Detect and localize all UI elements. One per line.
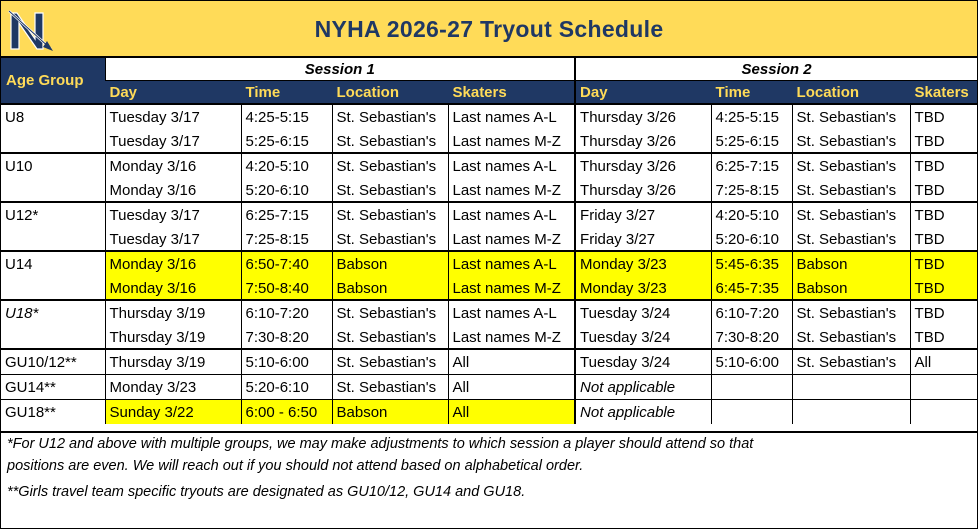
day-cell: Tuesday 3/17 [105, 104, 241, 130]
age-group-cell [1, 326, 105, 349]
time-cell: 4:25-5:15 [711, 104, 792, 130]
col-header-day: Day [575, 81, 711, 105]
location-cell: St. Sebastian's [792, 228, 910, 251]
day-cell: Tuesday 3/24 [575, 326, 711, 349]
footnote: *For U12 and above with multiple groups, we may make adjustments to which session a player should attend so that [7, 436, 754, 452]
day-cell: Friday 3/27 [575, 202, 711, 228]
footnotes [1, 431, 977, 530]
day-cell: Friday 3/27 [575, 228, 711, 251]
day-cell: Monday 3/16 [105, 179, 241, 202]
location-cell: St. Sebastian's [792, 326, 910, 349]
skaters-cell: All [910, 349, 977, 375]
skaters-cell: All [448, 400, 575, 425]
age-group-cell: U12* [1, 202, 105, 228]
location-cell: St. Sebastian's [332, 179, 448, 202]
day-cell: Thursday 3/26 [575, 179, 711, 202]
time-cell: 5:20-6:10 [711, 228, 792, 251]
location-cell: Babson [792, 277, 910, 300]
footnote: positions are even. We will reach out if you should not attend based on alphabetical order. [7, 458, 584, 474]
location-cell: St. Sebastian's [792, 153, 910, 179]
day-cell: Thursday 3/26 [575, 104, 711, 130]
skaters-cell: Last names M-Z [448, 326, 575, 349]
location-cell: St. Sebastian's [792, 349, 910, 375]
time-cell: 5:20-6:10 [241, 179, 332, 202]
day-cell: Thursday 3/26 [575, 153, 711, 179]
session-2-header: Session 2 [575, 58, 977, 81]
time-cell: 5:20-6:10 [241, 375, 332, 400]
location-cell: St. Sebastian's [792, 202, 910, 228]
table-row [1, 130, 977, 153]
skaters-cell: All [448, 349, 575, 375]
skaters-cell: Last names A-L [448, 251, 575, 277]
time-cell: 6:10-7:20 [241, 300, 332, 326]
age-group-cell [1, 228, 105, 251]
page-title: NYHA 2026-27 Tryout Schedule [314, 16, 664, 42]
day-cell: Thursday 3/19 [105, 300, 241, 326]
day-cell: Not applicable [575, 375, 711, 400]
location-cell: St. Sebastian's [792, 179, 910, 202]
day-cell: Tuesday 3/17 [105, 202, 241, 228]
time-cell: 6:25-7:15 [241, 202, 332, 228]
table-row [1, 251, 977, 277]
age-group-cell [1, 179, 105, 202]
age-group-cell: GU10/12** [1, 349, 105, 375]
location-cell: Babson [332, 400, 448, 425]
table-row [1, 400, 977, 425]
skaters-cell: TBD [910, 251, 977, 277]
location-cell: St. Sebastian's [792, 130, 910, 153]
table-row [1, 228, 977, 251]
skaters-cell: Last names M-Z [448, 179, 575, 202]
day-cell: Thursday 3/26 [575, 130, 711, 153]
location-cell: St. Sebastian's [792, 104, 910, 130]
skaters-cell: Last names A-L [448, 202, 575, 228]
time-cell: 4:25-5:15 [241, 104, 332, 130]
table-row [1, 153, 977, 179]
location-cell [792, 375, 910, 400]
day-cell: Thursday 3/19 [105, 326, 241, 349]
time-cell: 6:25-7:15 [711, 153, 792, 179]
age-group-cell: U14 [1, 251, 105, 277]
time-cell: 5:25-6:15 [711, 130, 792, 153]
session-1-header: Session 1 [105, 58, 575, 81]
day-cell: Tuesday 3/17 [105, 130, 241, 153]
skaters-cell: TBD [910, 326, 977, 349]
age-group-cell: GU18** [1, 400, 105, 425]
skaters-cell: Last names M-Z [448, 228, 575, 251]
skaters-cell: TBD [910, 104, 977, 130]
table-row [1, 202, 977, 228]
location-cell: St. Sebastian's [332, 349, 448, 375]
col-header-day: Day [105, 81, 241, 105]
col-header-time: Time [711, 81, 792, 105]
day-cell: Not applicable [575, 400, 711, 425]
session-header-row [1, 58, 977, 81]
age-group-cell: U10 [1, 153, 105, 179]
column-header-row [1, 81, 977, 105]
skaters-cell: TBD [910, 130, 977, 153]
day-cell: Monday 3/23 [575, 277, 711, 300]
day-cell: Monday 3/23 [105, 375, 241, 400]
time-cell: 4:20-5:10 [711, 202, 792, 228]
day-cell: Sunday 3/22 [105, 400, 241, 425]
time-cell: 6:50-7:40 [241, 251, 332, 277]
col-header-location: Location [792, 81, 910, 105]
time-cell: 6:10-7:20 [711, 300, 792, 326]
time-cell: 5:10-6:00 [711, 349, 792, 375]
schedule-table [1, 58, 977, 424]
age-group-cell [1, 277, 105, 300]
col-header-skaters: Skaters [910, 81, 977, 105]
time-cell: 4:20-5:10 [241, 153, 332, 179]
time-cell: 6:45-7:35 [711, 277, 792, 300]
footnote: **Girls travel team specific tryouts are designated as GU10/12, GU14 and GU18. [7, 484, 526, 500]
time-cell: 7:25-8:15 [711, 179, 792, 202]
table-row [1, 277, 977, 300]
time-cell [711, 375, 792, 400]
day-cell: Monday 3/16 [105, 153, 241, 179]
location-cell: St. Sebastian's [792, 300, 910, 326]
skaters-cell: TBD [910, 179, 977, 202]
title-bar [1, 1, 977, 58]
skaters-cell: Last names A-L [448, 153, 575, 179]
age-group-cell: GU14** [1, 375, 105, 400]
day-cell: Monday 3/16 [105, 277, 241, 300]
time-cell: 7:25-8:15 [241, 228, 332, 251]
skaters-cell: Last names M-Z [448, 277, 575, 300]
skaters-cell [910, 375, 977, 400]
time-cell: 6:00 - 6:50 [241, 400, 332, 425]
table-row [1, 326, 977, 349]
time-cell: 5:45-6:35 [711, 251, 792, 277]
time-cell: 7:50-8:40 [241, 277, 332, 300]
location-cell: St. Sebastian's [332, 375, 448, 400]
location-cell: Babson [792, 251, 910, 277]
skaters-cell: Last names A-L [448, 104, 575, 130]
skaters-cell: TBD [910, 153, 977, 179]
table-row [1, 104, 977, 130]
day-cell: Monday 3/16 [105, 251, 241, 277]
time-cell: 7:30-8:20 [711, 326, 792, 349]
col-header-location: Location [332, 81, 448, 105]
skaters-cell: TBD [910, 228, 977, 251]
location-cell: St. Sebastian's [332, 153, 448, 179]
location-cell: St. Sebastian's [332, 202, 448, 228]
table-row [1, 349, 977, 375]
table-row [1, 300, 977, 326]
location-cell: St. Sebastian's [332, 104, 448, 130]
table-row [1, 179, 977, 202]
time-cell [711, 400, 792, 425]
col-header-time: Time [241, 81, 332, 105]
age-group-header: Age Group [1, 58, 105, 104]
skaters-cell: TBD [910, 202, 977, 228]
day-cell: Tuesday 3/17 [105, 228, 241, 251]
skaters-cell: All [448, 375, 575, 400]
col-header-skaters: Skaters [448, 81, 575, 105]
location-cell: St. Sebastian's [332, 300, 448, 326]
age-group-cell: U18* [1, 300, 105, 326]
location-cell: Babson [332, 277, 448, 300]
day-cell: Monday 3/23 [575, 251, 711, 277]
skaters-cell: Last names A-L [448, 300, 575, 326]
day-cell: Tuesday 3/24 [575, 349, 711, 375]
time-cell: 5:10-6:00 [241, 349, 332, 375]
location-cell: St. Sebastian's [332, 326, 448, 349]
skaters-cell: TBD [910, 300, 977, 326]
location-cell: St. Sebastian's [332, 228, 448, 251]
location-cell: St. Sebastian's [332, 130, 448, 153]
skaters-cell: TBD [910, 277, 977, 300]
location-cell: Babson [332, 251, 448, 277]
time-cell: 7:30-8:20 [241, 326, 332, 349]
day-cell: Thursday 3/19 [105, 349, 241, 375]
time-cell: 5:25-6:15 [241, 130, 332, 153]
day-cell: Tuesday 3/24 [575, 300, 711, 326]
age-group-cell: U8 [1, 104, 105, 130]
skaters-cell [910, 400, 977, 425]
table-row [1, 375, 977, 400]
age-group-cell [1, 130, 105, 153]
skaters-cell: Last names M-Z [448, 130, 575, 153]
location-cell [792, 400, 910, 425]
